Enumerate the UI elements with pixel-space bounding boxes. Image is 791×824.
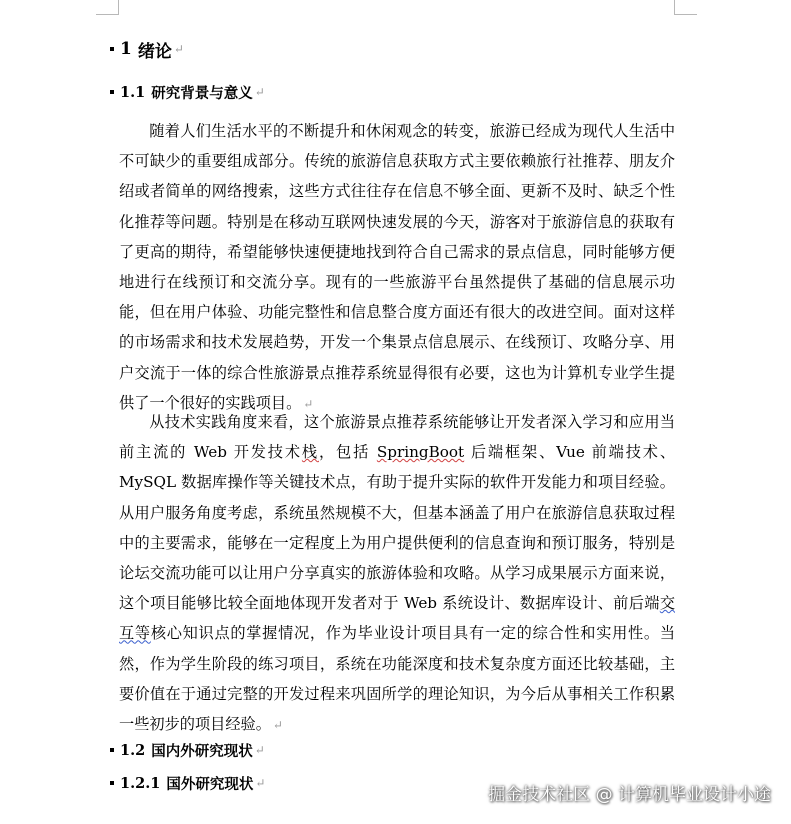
paragraph-background[interactable] [119, 116, 675, 419]
heading-number: 1.2.1 [120, 774, 161, 792]
paragraph-text: 核心知识点的掌握情况，作为毕业设计项目具有一定的综合性和实用性。当然，作为学生阶段的练习项目，系统在功能深度和技术复杂度方面还比较基础，主要价值在于通过完整的开发过程来巩固所学的理论知识，为今后从事相关工作积累一些初步的项目经验。 [119, 624, 675, 734]
paragraph-text: 随着人们生活水平的不断提升和休闲观念的转变，旅游已经成为现代人生活中不可缺少的重要组成部分。传统的旅游信息获取方式主要依赖旅行社推荐、朋友介绍或者简单的网络搜索，这些方式往往存在信息不够全面、更新不及时、缺乏个性化推荐等问题。特别是在移动互联网快速发展的今天，游客对于旅游信息的获取有了更高的期待，希望能够快速便捷地找到符合自己需求的景点信息，同时能够方便地进行在线预订和交流分享。现有的一些旅游平台虽然提供了基础的信息展示功能，但在用户体验、功能完整性和信息整合度方面还有很大的改进空间。面对这样的市场需求和技术发展趋势，开发一个集景点信息展示、在线预订、攻略分享、用户交流于一体的综合性旅游景点推荐系统显得很有必要，这也为计算机专业学生提供了一个很好的实践项目。 [119, 122, 675, 412]
heading-bullet [110, 47, 114, 51]
watermark: 掘金技术社区 @ 计算机毕业设计小途 [488, 785, 771, 805]
heading-title: 研究背景与意义 [151, 84, 253, 102]
heading-number: 1.1 [120, 83, 146, 101]
heading-bullet [110, 90, 114, 94]
return-mark-icon: ↵ [173, 42, 184, 56]
paragraph-text: 从技术实践角度来看，这个旅游景点推荐系统能够让开发者深入学习和应用当前主流的 Web 开发技术 [119, 413, 675, 462]
heading-1-2[interactable] [110, 739, 265, 761]
heading-title: 国内外研究现状 [151, 742, 253, 760]
page-corner-mark-top-left [96, 0, 119, 15]
page-corner-mark-top-right [674, 0, 697, 15]
return-mark-icon: ↵ [254, 85, 265, 99]
heading-number: 1.2 [120, 741, 146, 759]
heading-title: 国外研究现状 [166, 775, 254, 793]
grammar-underline-text: 交互等 [119, 594, 675, 643]
paragraph-text: ，包括 [318, 443, 377, 462]
paragraph-text: 后端框架、Vue 前端技术、MySQL 数据库操作等关键技术点，有助于提升实际的软件开发能力和项目经验。从用户服务角度考虑，系统虽然规模不大，但基本涵盖了用户在旅游信息获取过程中的主要需求，能够在一定程度上为用户提供便利的信息查询和预订服务，特别是论坛交流功能可以让用户分享真实的旅游体验和攻略。从学习成果展示方面来说，这个项目能够比较全面地体现开发者对于 Web 系统设计、数据库设计、前后端 [119, 443, 676, 613]
spellcheck-underline-text: 栈 [301, 443, 319, 462]
heading-1-1[interactable] [110, 81, 265, 103]
heading-bullet [110, 781, 114, 785]
heading-title: 绪论 [137, 41, 172, 62]
heading-1-2-1[interactable] [110, 772, 265, 794]
return-mark-icon: ↵ [255, 776, 266, 790]
heading-1[interactable] [110, 38, 184, 60]
return-mark-icon: ↵ [272, 718, 283, 733]
spellcheck-underline-text: SpringBoot [376, 443, 465, 462]
return-mark-icon: ↵ [303, 396, 314, 411]
heading-number: 1 [120, 39, 132, 59]
paragraph-significance[interactable] [119, 407, 675, 740]
return-mark-icon: ↵ [254, 743, 265, 757]
heading-bullet [110, 748, 114, 752]
